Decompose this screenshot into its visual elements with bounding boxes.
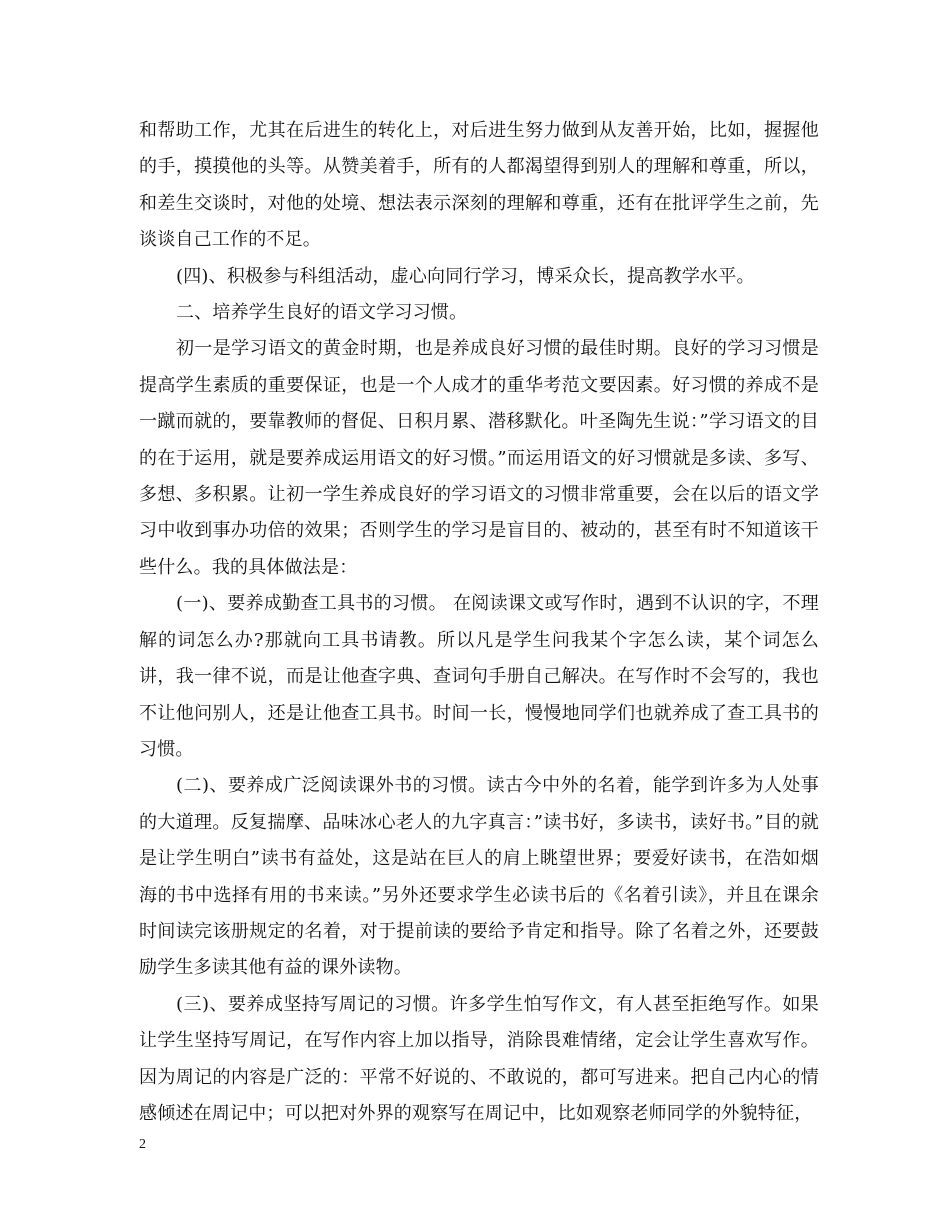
paragraph-2: (四)、积极参与科组活动，虚心向同行学习，博采众长，提高教学水平。 xyxy=(176,265,755,287)
paragraph-4: 初一是学习语文的黄金时期，也是养成良好习惯的最佳时期。良好的学习习惯是提高学生素质的重要保证，也是一个人成才的重华考范文要因素。好习惯的养成不是一蹴而就的，要靠教师的督促、日积月累、潜移默化。叶圣陶先生说：”学习语文的目的在于运用，就是要养成运用语文的好习惯。”而运用语文的好习惯就是多读、多写、多想、多积累。让初一学生养成良好的学习语文的习惯非常重要，会在以后的语文学习中收到事办功倍的效果；否则学生的学习是盲目的、被动的，甚至有时不知道该干些什么。我的具体做法是： xyxy=(139,338,819,578)
paragraph-6: (二)、要养成广泛阅读课外书的习惯。读古今中外的名着，能学到许多为人处事的大道理。反复揣摩、品味冰心老人的九字真言：”读书好，多读书，读好书。”目的就是让学生明白”读书有益处，这是站在巨人的肩上眺望世界；要爱好读书，在浩如烟海的书中选择有用的书来读。”另外还要求学生必读书后的《名着引读》，并且在课余时间读完该册规定的名着，对于提前读的要给予肯定和指导。除了名着之外，还要鼓励学生多读其他有益的课外读物。 xyxy=(139,775,819,979)
paragraph-1: 和帮助工作，尤其在后进生的转化上，对后进生努力做到从友善开始，比如，握握他的手，摸摸他的头等。从赞美着手，所有的人都渴望得到别人的理解和尊重，所以，和差生交谈时，对他的处境、想法表示深刻的理解和尊重，还有在批评学生之前，先谈谈自己工作的不足。 xyxy=(139,120,819,251)
document-body xyxy=(139,113,819,1132)
paragraph-7: (三)、要养成坚持写周记的习惯。许多学生怕写作文，有人甚至拒绝写作。如果让学生坚持写周记，在写作内容上加以指导，消除畏难情绪，定会让学生喜欢写作。因为周记的内容是广泛的：平常不好说的、不敢说的，都可写进来。把自己内心的情感倾述在周记中；可以把对外界的观察写在周记中，比如观察老师同学的外貌特征， xyxy=(139,993,819,1124)
paragraph-5: (一)、要养成勤查工具书的习惯。 在阅读课文或写作时，遇到不认识的字，不理解的词怎么办?那就向工具书请教。所以凡是学生问我某个字怎么读，某个词怎么讲，我一律不说，而是让他查字典、查词句手册自己解决。在写作时不会写的，我也不让他问别人，还是让他查工具书。时间一长，慢慢地同学们也就养成了查工具书的习惯。 xyxy=(139,593,819,760)
paragraph-3-heading: 二、培养学生良好的语文学习习惯。 xyxy=(176,302,468,324)
page-number: 2 xyxy=(139,1137,146,1152)
